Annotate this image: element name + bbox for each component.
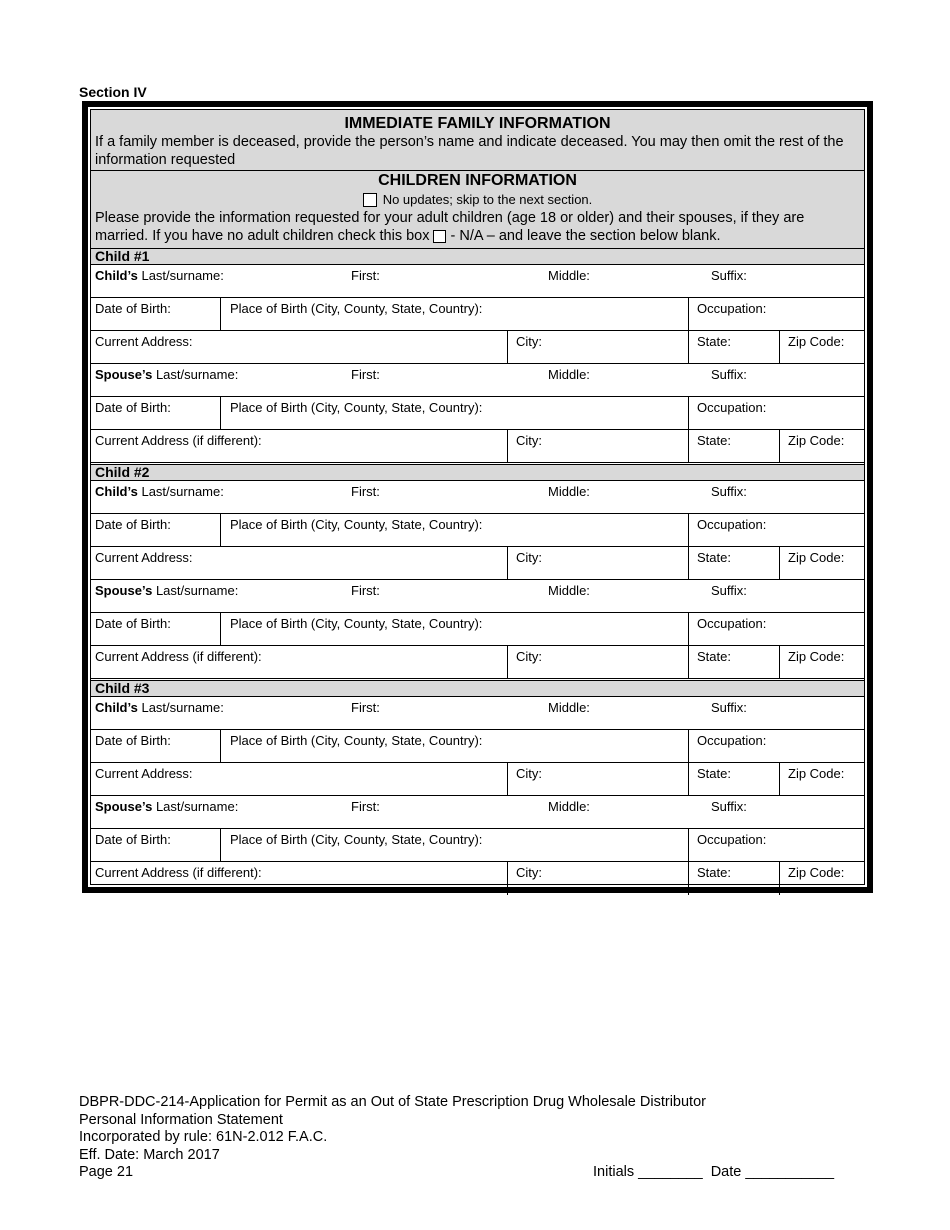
child-2-name-label-bold: Child’s — [95, 484, 138, 499]
spouse-2-name-label-rest: Last/surname: — [152, 583, 239, 598]
child-1-occupation-field[interactable]: Occupation: — [688, 298, 864, 330]
spouse-1-name-label-rest: Last/surname: — [152, 367, 239, 382]
no-updates-option — [91, 192, 864, 208]
children-instructions-text: Please provide the information requested for your adult children (age 18 or older) and their spouses, if they are married. If you have no adult children check this box — [95, 210, 805, 244]
spouse-2-first-label: First: — [351, 583, 380, 598]
child-3-birth-row — [91, 730, 864, 763]
child-2-name-label — [95, 484, 224, 499]
no-updates-checkbox[interactable] — [363, 193, 377, 207]
child-2-pob-field[interactable]: Place of Birth (City, County, State, Country): — [220, 514, 688, 546]
spouse-2-address-row — [91, 646, 864, 679]
spouse-2-zip-field[interactable]: Zip Code: — [779, 646, 864, 678]
spouse-3-zip-field[interactable]: Zip Code: — [779, 862, 864, 895]
child-1-suffix-label: Suffix: — [711, 268, 747, 283]
child-1-zip-field[interactable]: Zip Code: — [779, 331, 864, 363]
spouse-1-pob-field[interactable]: Place of Birth (City, County, State, Country): — [220, 397, 688, 429]
child-1-header: Child #1 — [91, 248, 864, 265]
spouse-1-birth-row — [91, 397, 864, 430]
child-2-state-field[interactable]: State: — [688, 547, 779, 579]
no-adult-children-checkbox[interactable] — [433, 230, 446, 243]
spouse-3-state-field[interactable]: State: — [688, 862, 779, 895]
child-2-name-row[interactable] — [91, 481, 864, 514]
no-updates-label: No updates; skip to the next section. — [382, 192, 593, 207]
child-3-suffix-label: Suffix: — [711, 700, 747, 715]
children-instructions-na: - N/A – and leave the section below blank. — [450, 228, 721, 244]
child-1-dob-field[interactable]: Date of Birth: — [95, 301, 171, 316]
child-3-occupation-field[interactable]: Occupation: — [688, 730, 864, 762]
child-1-state-field[interactable]: State: — [688, 331, 779, 363]
spouse-2-name-label — [95, 583, 238, 598]
spouse-1-name-label-bold: Spouse’s — [95, 367, 153, 382]
spouse-2-name-row[interactable] — [91, 580, 864, 613]
spouse-3-pob-field[interactable]: Place of Birth (City, County, State, Country): — [220, 829, 688, 861]
child-1-middle-label: Middle: — [548, 268, 590, 283]
footer-rule: Incorporated by rule: 61N-2.012 F.A.C. — [79, 1129, 328, 1145]
child-3-name-row[interactable] — [91, 697, 864, 730]
child-1-first-label: First: — [351, 268, 380, 283]
spouse-1-first-label: First: — [351, 367, 380, 382]
child-2-suffix-label: Suffix: — [711, 484, 747, 499]
child-3-state-field[interactable]: State: — [688, 763, 779, 795]
spouse-2-state-field[interactable]: State: — [688, 646, 779, 678]
spouse-1-name-label — [95, 367, 238, 382]
spouse-1-name-row[interactable] — [91, 364, 864, 397]
child-3-middle-label: Middle: — [548, 700, 590, 715]
spouse-3-birth-row — [91, 829, 864, 862]
child-3-name-label-rest: Last/surname: — [137, 700, 224, 715]
spouse-2-birth-row — [91, 613, 864, 646]
spouse-3-middle-label: Middle: — [548, 799, 590, 814]
child-1-name-label-bold: Child’s — [95, 268, 138, 283]
child-1-address-row — [91, 331, 864, 364]
child-3-address-row — [91, 763, 864, 796]
footer-form-subtitle: Personal Information Statement — [79, 1111, 283, 1128]
child-2-first-label: First: — [351, 484, 380, 499]
spouse-3-first-label: First: — [351, 799, 380, 814]
child-3-pob-field[interactable]: Place of Birth (City, County, State, Country): — [220, 730, 688, 762]
immediate-family-title: IMMEDIATE FAMILY INFORMATION — [344, 115, 611, 132]
spouse-3-name-label — [95, 799, 238, 814]
child-2-address-field[interactable]: Current Address: — [95, 550, 193, 565]
spouse-2-city-field[interactable]: City: — [507, 646, 688, 678]
form-inner — [90, 109, 865, 885]
child-1-name-row[interactable] — [91, 265, 864, 298]
child-3-header: Child #3 — [91, 680, 864, 697]
spouse-1-address-row — [91, 430, 864, 463]
spouse-2-name-label-bold: Spouse’s — [95, 583, 153, 598]
child-3-dob-field[interactable]: Date of Birth: — [95, 733, 171, 748]
spouse-1-middle-label: Middle: — [548, 367, 590, 382]
immediate-family-header — [91, 110, 864, 171]
child-2-birth-row — [91, 514, 864, 547]
spouse-2-middle-label: Middle: — [548, 583, 590, 598]
spouse-3-address-row — [91, 862, 864, 895]
spouse-3-address-field[interactable]: Current Address (if different): — [95, 865, 262, 880]
child-3-city-field[interactable]: City: — [507, 763, 688, 795]
child-2-header: Child #2 — [91, 464, 864, 481]
child-1-name-label — [95, 268, 224, 283]
child-2-city-field[interactable]: City: — [507, 547, 688, 579]
spouse-3-name-row[interactable] — [91, 796, 864, 829]
spouse-3-occupation-field[interactable]: Occupation: — [688, 829, 864, 861]
footer-eff-date: Eff. Date: March 2017 — [79, 1146, 220, 1163]
child-2-address-row — [91, 547, 864, 580]
children-info-title: CHILDREN INFORMATION — [378, 172, 577, 189]
initials-date-line[interactable]: Initials ________ Date ___________ — [593, 1164, 835, 1180]
child-3-address-field[interactable]: Current Address: — [95, 766, 193, 781]
spouse-2-occupation-field[interactable]: Occupation: — [688, 613, 864, 645]
child-3-name-label-bold: Child’s — [95, 700, 138, 715]
child-1-birth-row — [91, 298, 864, 331]
child-3-first-label: First: — [351, 700, 380, 715]
family-info-form — [82, 101, 873, 893]
child-3-name-label — [95, 700, 224, 715]
spouse-2-pob-field[interactable]: Place of Birth (City, County, State, Country): — [220, 613, 688, 645]
spouse-3-name-label-bold: Spouse’s — [95, 799, 153, 814]
footer-page-number: Page 21 — [79, 1164, 134, 1180]
spouse-2-dob-field[interactable]: Date of Birth: — [95, 616, 171, 631]
spouse-3-name-label-rest: Last/surname: — [152, 799, 239, 814]
children-info-header — [91, 171, 864, 248]
child-1-city-field[interactable]: City: — [507, 331, 688, 363]
spouse-1-address-field[interactable]: Current Address (if different): — [95, 433, 262, 448]
child-2-occupation-field[interactable]: Occupation: — [688, 514, 864, 546]
spouse-1-occupation-field[interactable]: Occupation: — [688, 397, 864, 429]
child-1-pob-field[interactable]: Place of Birth (City, County, State, Country): — [220, 298, 688, 330]
spouse-1-state-field[interactable]: State: — [688, 430, 779, 462]
child-2-middle-label: Middle: — [548, 484, 590, 499]
child-2-zip-field[interactable]: Zip Code: — [779, 547, 864, 579]
spouse-1-city-field[interactable]: City: — [507, 430, 688, 462]
spouse-1-suffix-label: Suffix: — [711, 367, 747, 382]
spouse-1-dob-field[interactable]: Date of Birth: — [95, 400, 171, 415]
children-instructions — [91, 209, 864, 245]
child-3-zip-field[interactable]: Zip Code: — [779, 763, 864, 795]
section-label: Section IV — [79, 84, 147, 100]
spouse-1-zip-field[interactable]: Zip Code: — [779, 430, 864, 462]
spouse-2-suffix-label: Suffix: — [711, 583, 747, 598]
child-2-name-label-rest: Last/surname: — [137, 484, 224, 499]
spouse-3-dob-field[interactable]: Date of Birth: — [95, 832, 171, 847]
child-2-dob-field[interactable]: Date of Birth: — [95, 517, 171, 532]
spouse-2-address-field[interactable]: Current Address (if different): — [95, 649, 262, 664]
immediate-family-instructions: If a family member is deceased, provide the person’s name and indicate deceased. You may then omit the rest of the information requested — [95, 134, 844, 168]
spouse-3-suffix-label: Suffix: — [711, 799, 747, 814]
footer-form-title: DBPR-DDC-214-Application for Permit as an Out of State Prescription Drug Wholesale Distributor — [79, 1094, 706, 1110]
child-1-address-field[interactable]: Current Address: — [95, 334, 193, 349]
spouse-3-city-field[interactable]: City: — [507, 862, 688, 895]
child-1-name-label-rest: Last/surname: — [137, 268, 224, 283]
